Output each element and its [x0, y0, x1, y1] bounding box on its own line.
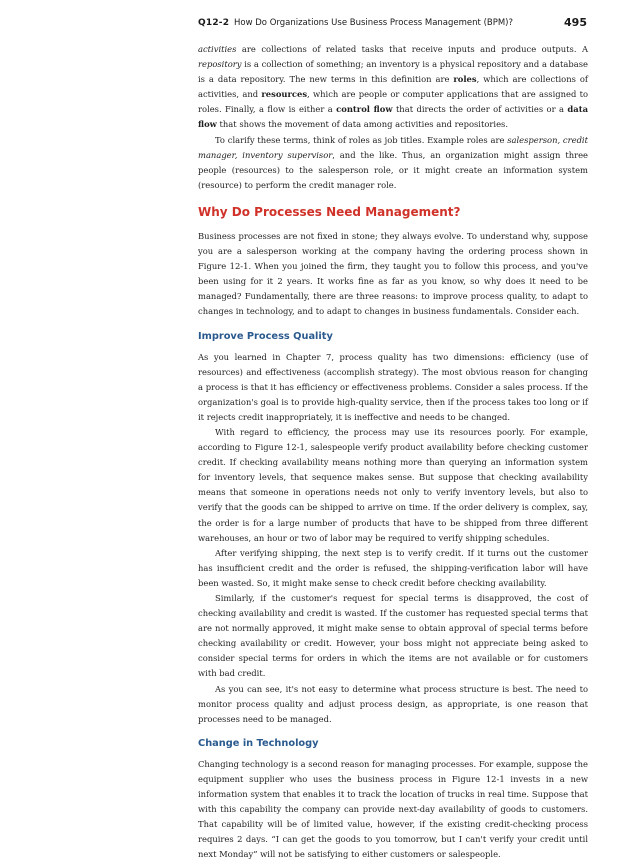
term-resources: resources — [261, 89, 308, 100]
paragraph-special-terms: Similarly, if the customer's request for special terms is disapproved, the cost of checking availability and credit is wasted. If the customer has requested special terms that are not normally approved, it might make sense to obtain approval of special terms before checking availability or credit. However, your boss might not appreciate being asked to consider special terms for orders in which the items are not available or for customers with bad credit. — [198, 593, 588, 679]
paragraph-process-structure: As you can see, it's not easy to determine what process structure is best. The need to monitor process quality and adjust process design, as appropriate, is one reason that processes need to be managed. — [198, 683, 588, 724]
paragraph-activities — [198, 42, 588, 133]
term-control-flow: control flow — [336, 104, 393, 115]
text-span: , and the like. Thus, an organization might assign three people (resources) to the salesperson role, or it might create an information system (resource) to perform the credit manager role. — [198, 149, 588, 190]
running-header — [198, 16, 587, 34]
term-repository: repository — [198, 59, 242, 70]
text-span: that directs the order of activities or a — [392, 104, 568, 115]
text-span: To clarify these terms, think of roles as job titles. Example roles are — [215, 134, 508, 145]
term-roles: roles — [453, 74, 477, 85]
paragraph-processes-evolve: Business processes are not fixed in stone; they always evolve. To understand why, suppose you are a salesperson working at the company having the ordering process shown in Figure 12-1. When you joined the firm, they taught you to follow this process, and you've been using for it 2 years. It works fine as far as you know, so why does it need to be managed? Fundamentally, there are three reasons: to improve process quality, to adapt to changes in technology, and to adapt to changes in business fundamentals. Consider each. — [198, 230, 588, 317]
paragraph-efficiency: With regard to efficiency, the process may use its resources poorly. For example, according to Figure 12-1, salespeople verify product availability before checking customer credit. If checking availability means nothing more than querying an information system for inventory levels, that sequence makes sense. But suppose that checking availability means that someone in operations needs not only to verify inventory levels, but also to verify that the goods can be shipped to arrive on time. If the order delivery is complex, say, the order is for a large number of products that have to be shipped from three different warehouses, an hour or two of labor may be required to verify shipping schedules. — [198, 426, 588, 543]
section-title: How Do Organizations Use Business Process Management (BPM)? — [234, 18, 514, 28]
example-roles: salesperson, credit manager, inventory supervisor — [198, 134, 588, 160]
paragraph-roles — [198, 133, 588, 193]
term-activities: activities — [198, 44, 237, 54]
section-number: Q12-2 — [198, 18, 230, 28]
text-span: is a collection of something; an inventory is a physical repository and a database is a data repository. The new terms in this definition are — [198, 59, 588, 85]
text-span: , which are people or computer applications that are assigned to roles. Finally, a flow is either a — [198, 89, 589, 115]
term-data-flow: data flow — [198, 104, 588, 130]
body-text — [198, 42, 588, 863]
paragraph-shipping: After verifying shipping, the next step is to verify credit. If it turns out the customer has insufficient credit and the order is refused, the shipping-verification labor will have been wasted. So, it might make sense to check credit before checking availability. — [198, 547, 588, 588]
heading-change-technology: Change in Technology — [198, 737, 319, 749]
paragraph-technology: Changing technology is a second reason for managing processes. For example, suppose the equipment supplier who uses the business process in Figure 12-1 invests in a new information system that enables it to track the location of trucks in real time. Suppose that with this capability the company can provide next-day availability of goods to customers. That capability will be of limited value, however, if the existing credit-checking process requires 2 days. “I can get the goods to you tomorrow, but I can't verify your credit until next Monday” will not be satisfying to either customers or salespeople. — [198, 758, 588, 860]
heading-why-manage: Why Do Processes Need Management? — [198, 204, 461, 219]
heading-improve-quality: Improve Process Quality — [198, 330, 333, 342]
page-number: 495 — [564, 16, 587, 29]
text-span: , which are collections of activities, and — [198, 74, 588, 100]
paragraph-quality-dimensions: As you learned in Chapter 7, process quality has two dimensions: efficiency (use of resources) and effectiveness (accomplish strategy). The most obvious reason for changing a process is that it has efficiency or effectiveness problems. Consider a sales process. If the organization's goal is to provide high-quality service, then if the process takes too long or if it rejects credit inappropriately, it is ineffective and needs to be changed. — [198, 351, 589, 422]
text-span: that shows the movement of data among activities and repositories. — [216, 119, 508, 130]
text-span: are collections of related tasks that receive inputs and produce outputs. A — [236, 44, 588, 54]
